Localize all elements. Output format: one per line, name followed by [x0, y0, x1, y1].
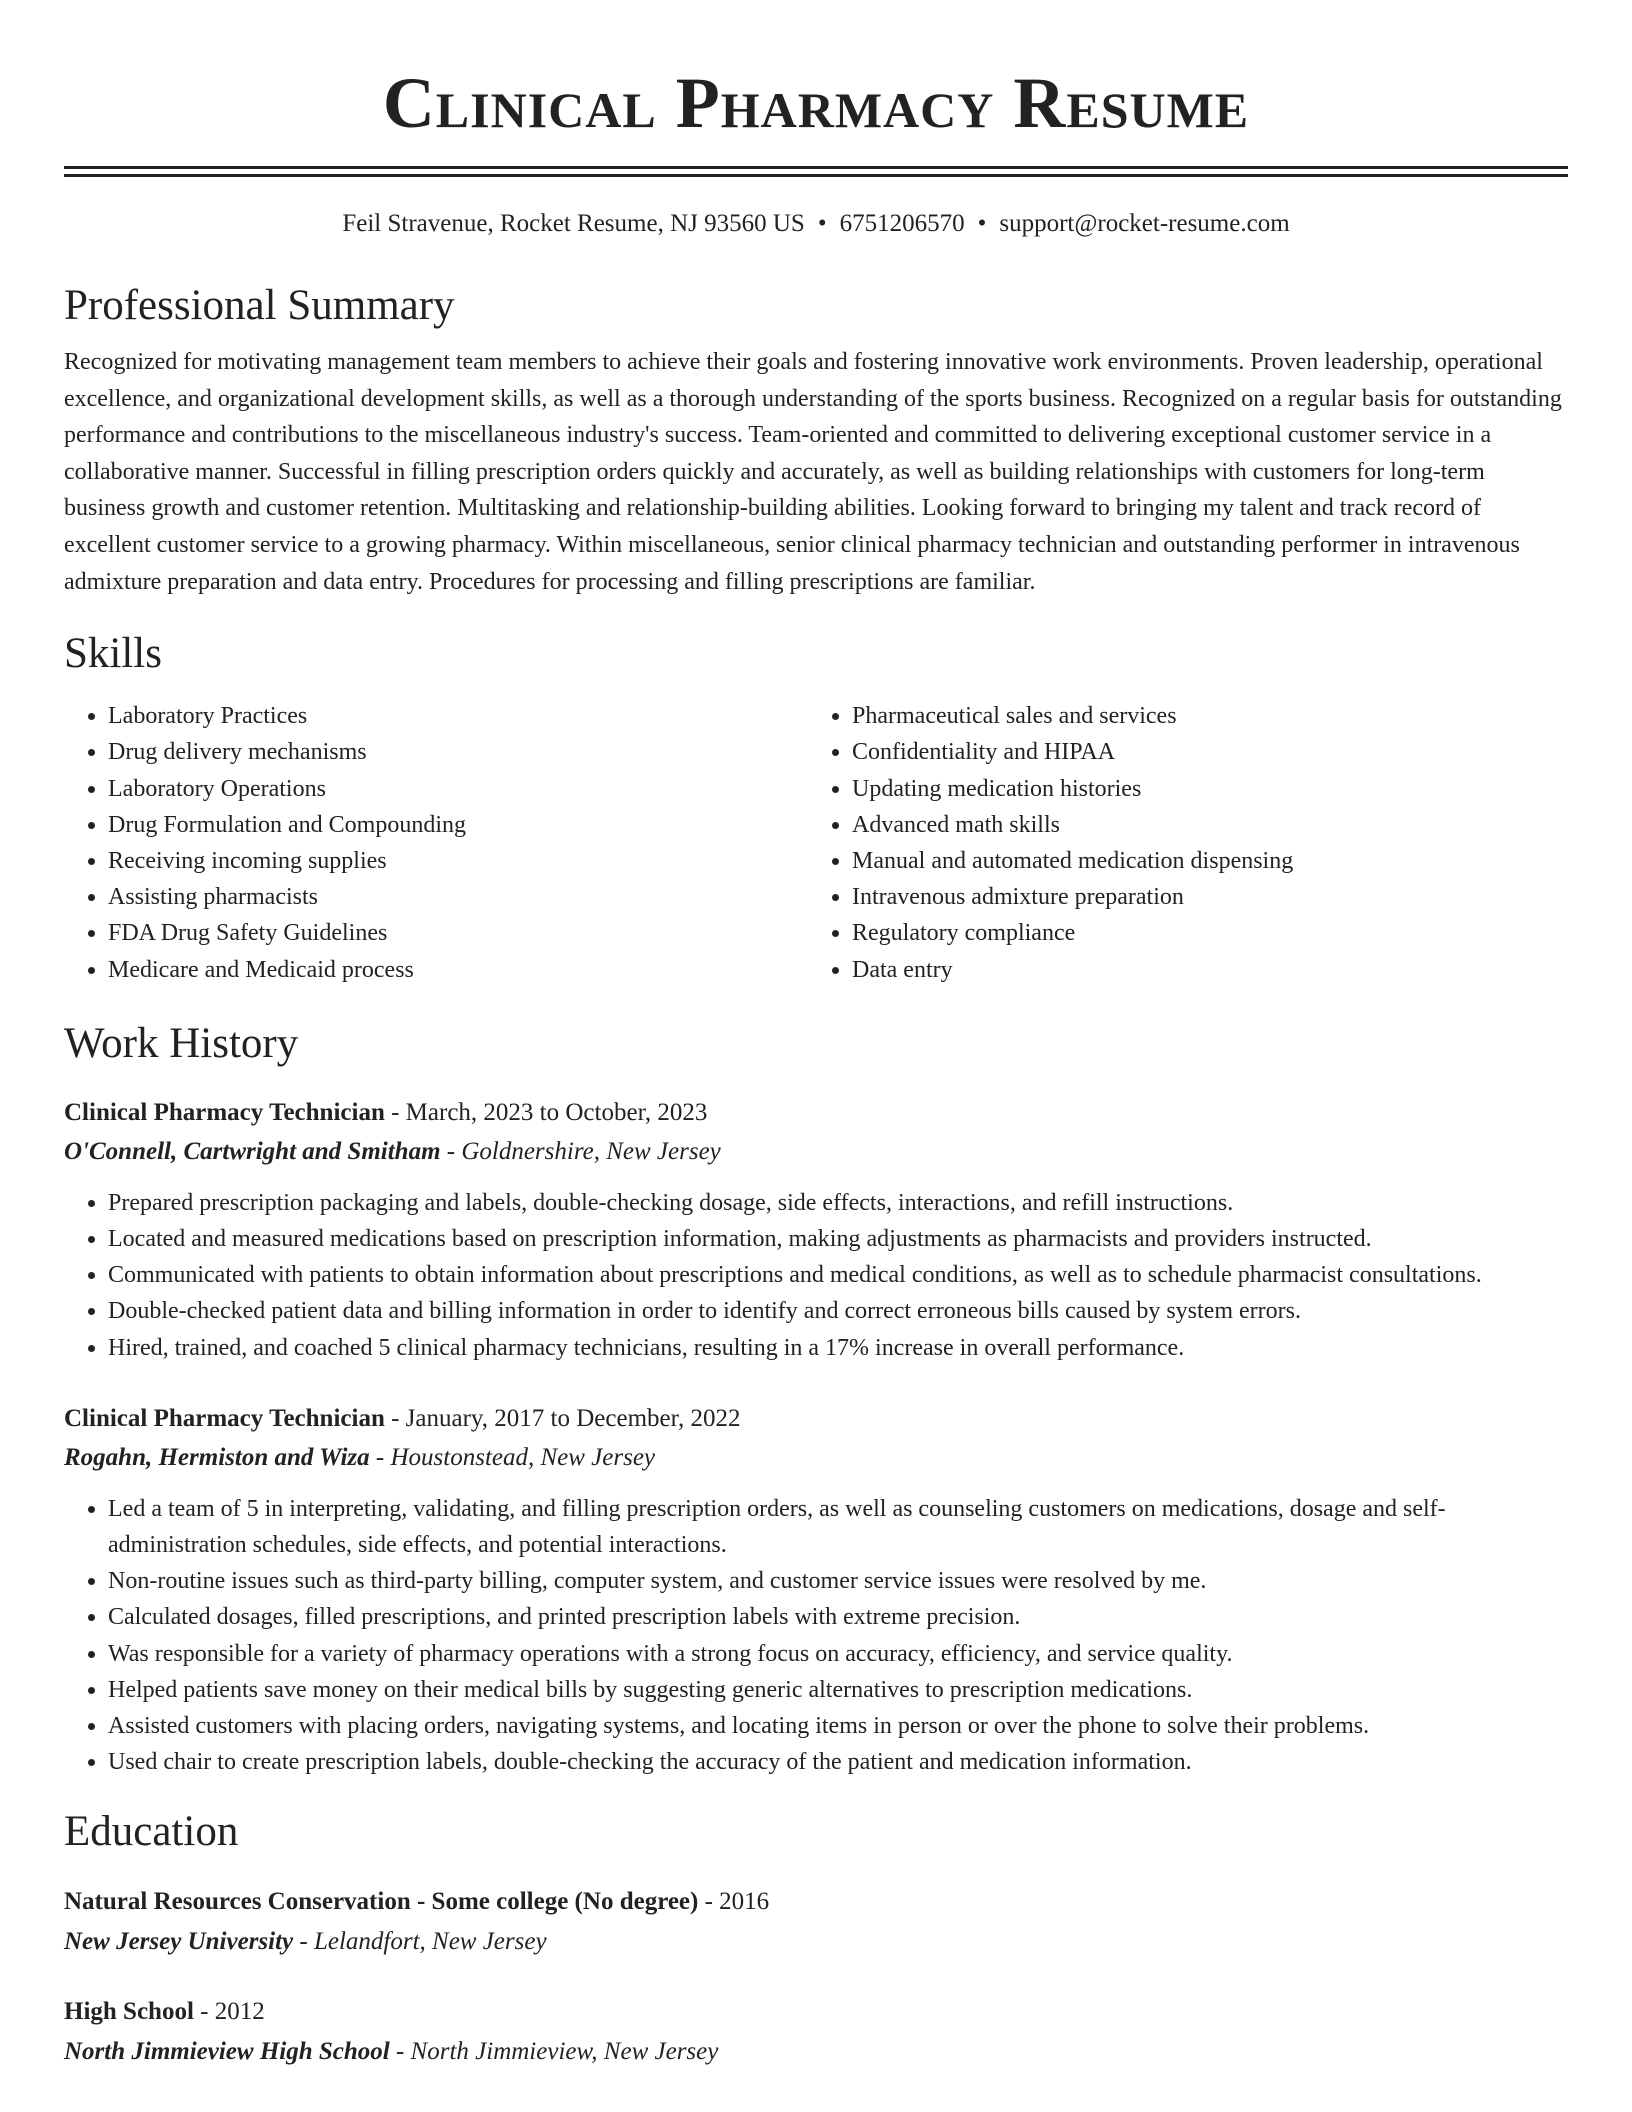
education-school-line [64, 1921, 1568, 1962]
contact-address: Feil Stravenue, Rocket Resume, NJ 93560 US [342, 210, 805, 237]
education-heading: Education [64, 1808, 239, 1856]
education-location: - Lelandfort, New Jersey [293, 1928, 547, 1956]
skills-list-left [64, 698, 808, 988]
job-bullet: • Assisted customers with placing orders, navigating systems, and locating items in person or over the phone to solve their problems. [108, 1708, 1568, 1744]
skill-item: • Laboratory Operations [108, 771, 808, 807]
job-bullet: • Calculated dosages, filled prescriptions, and printed prescription labels with extreme precision. [108, 1599, 1568, 1635]
education-location: - North Jimmieview, New Jersey [389, 2038, 719, 2066]
skills-heading: Skills [64, 630, 162, 678]
skill-item: • Intravenous admixture preparation [852, 879, 1552, 915]
skill-item: • Data entry [852, 952, 1552, 988]
title-double-rule [64, 166, 1568, 177]
contact-separator: • [977, 210, 987, 237]
job-company: Rogahn, Hermiston and Wiza [64, 1443, 370, 1471]
skill-item: • Receiving incoming supplies [108, 843, 808, 879]
job-bullet: • Communicated with patients to obtain information about prescriptions and medical conditions, as well as to schedule pharmacist consultations. [108, 1257, 1568, 1293]
education-year: - 2012 [193, 1998, 265, 2026]
contact-line [64, 208, 1568, 240]
contact-phone: 6751206570 [839, 210, 965, 237]
job-location: - Houstonstead, New Jersey [369, 1443, 656, 1471]
education-degree: Natural Resources Conservation - Some college (No degree) [64, 1888, 699, 1916]
job-bullets [64, 1491, 1568, 1781]
skill-item: • Advanced math skills [852, 807, 1552, 843]
education-entry [64, 1992, 1568, 2072]
skill-item: • Assisting pharmacists [108, 879, 808, 915]
skills-list-right [808, 698, 1552, 988]
job-bullet: • Hired, trained, and coached 5 clinical pharmacy technicians, resulting in a 17% increase in overall performance. [108, 1330, 1568, 1366]
education-header [64, 1882, 1568, 1921]
job-bullet: • Used chair to create prescription labels, double-checking the accuracy of the patient and medication information. [108, 1744, 1568, 1780]
summary-heading: Professional Summary [64, 282, 455, 329]
job-bullet: • Was responsible for a variety of pharmacy operations with a strong focus on accuracy, efficiency, and service quality. [108, 1636, 1568, 1672]
job-header [64, 1400, 1568, 1438]
contact-email: support@rocket-resume.com [999, 210, 1290, 237]
job-title: Clinical Pharmacy Technician [64, 1404, 385, 1432]
skill-item: • Pharmaceutical sales and services [852, 698, 1552, 734]
job-employer-line [64, 1132, 1568, 1171]
contact-separator: • [817, 210, 827, 237]
education-degree: High School [64, 1998, 194, 2026]
education-school: New Jersey University [64, 1928, 294, 1956]
skill-item: • Drug delivery mechanisms [108, 734, 808, 770]
job-company: O'Connell, Cartwright and Smitham [64, 1137, 441, 1165]
education-year: - 2016 [698, 1888, 770, 1916]
job-bullet: • Led a team of 5 in interpreting, validating, and filling prescription orders, as well as counseling customers on medications, dosage and self-administration schedules, side effects, and potential interactions. [108, 1491, 1568, 1563]
job-bullets [64, 1185, 1568, 1366]
skill-item: • Medicare and Medicaid process [108, 952, 808, 988]
education-school-line [64, 2031, 1568, 2072]
education-school: North Jimmieview High School [64, 2038, 390, 2066]
skill-item: • Confidentiality and HIPAA [852, 734, 1552, 770]
work-history-heading: Work History [64, 1019, 299, 1067]
skills-columns [64, 698, 1568, 988]
skill-item: • FDA Drug Safety Guidelines [108, 915, 808, 951]
job-title: Clinical Pharmacy Technician [64, 1098, 385, 1126]
job-dates: - March, 2023 to October, 2023 [384, 1098, 708, 1126]
skill-item: • Laboratory Practices [108, 698, 808, 734]
job-bullet: • Prepared prescription packaging and labels, double-checking dosage, side effects, interactions, and refill instructions. [108, 1185, 1568, 1221]
skill-item: • Drug Formulation and Compounding [108, 807, 808, 843]
summary-text: Recognized for motivating management team members to achieve their goals and fostering innovative work environments. Proven leadership, operational excellence, and organizational development skills, as well as a thorough understanding of the sports business. Recognized on a regular basis for outstanding performance and contributions to the miscellaneous industry's success. Team-oriented and committed to delivering exceptional customer service in a collaborative manner. Successful in filling prescription orders quickly and accurately, as well as building relationships with customers for long-term business growth and customer retention. Multitasking and relationship-building abilities. Looking forward to bringing my talent and track record of excellent customer service to a growing pharmacy. Within miscellaneous, senior clinical pharmacy technician and outstanding performer in intravenous admixture preparation and data entry. Procedures for processing and filling prescriptions are familiar. [64, 349, 1562, 595]
job-dates: - January, 2017 to December, 2022 [384, 1404, 741, 1432]
job-entry [64, 1094, 1568, 1366]
job-bullet: • Located and measured medications based on prescription information, making adjustments as pharmacists and providers instructed. [108, 1221, 1568, 1257]
job-location: - Goldnershire, New Jersey [440, 1137, 721, 1165]
job-bullet: • Helped patients save money on their medical bills by suggesting generic alternatives to prescription medications. [108, 1672, 1568, 1708]
job-bullet: • Non-routine issues such as third-party billing, computer system, and customer service issues were resolved by me. [108, 1563, 1568, 1599]
education-header [64, 1992, 1568, 2031]
skill-item: • Updating medication histories [852, 771, 1552, 807]
skill-item: • Manual and automated medication dispensing [852, 843, 1552, 879]
skill-item: • Regulatory compliance [852, 915, 1552, 951]
job-entry [64, 1400, 1568, 1781]
job-bullet: • Double-checked patient data and billing information in order to identify and correct erroneous bills caused by system errors. [108, 1293, 1568, 1329]
job-header [64, 1094, 1568, 1132]
resume-title: Clinical Pharmacy Resume [382, 63, 1250, 143]
job-employer-line [64, 1438, 1568, 1477]
education-entry [64, 1882, 1568, 1962]
